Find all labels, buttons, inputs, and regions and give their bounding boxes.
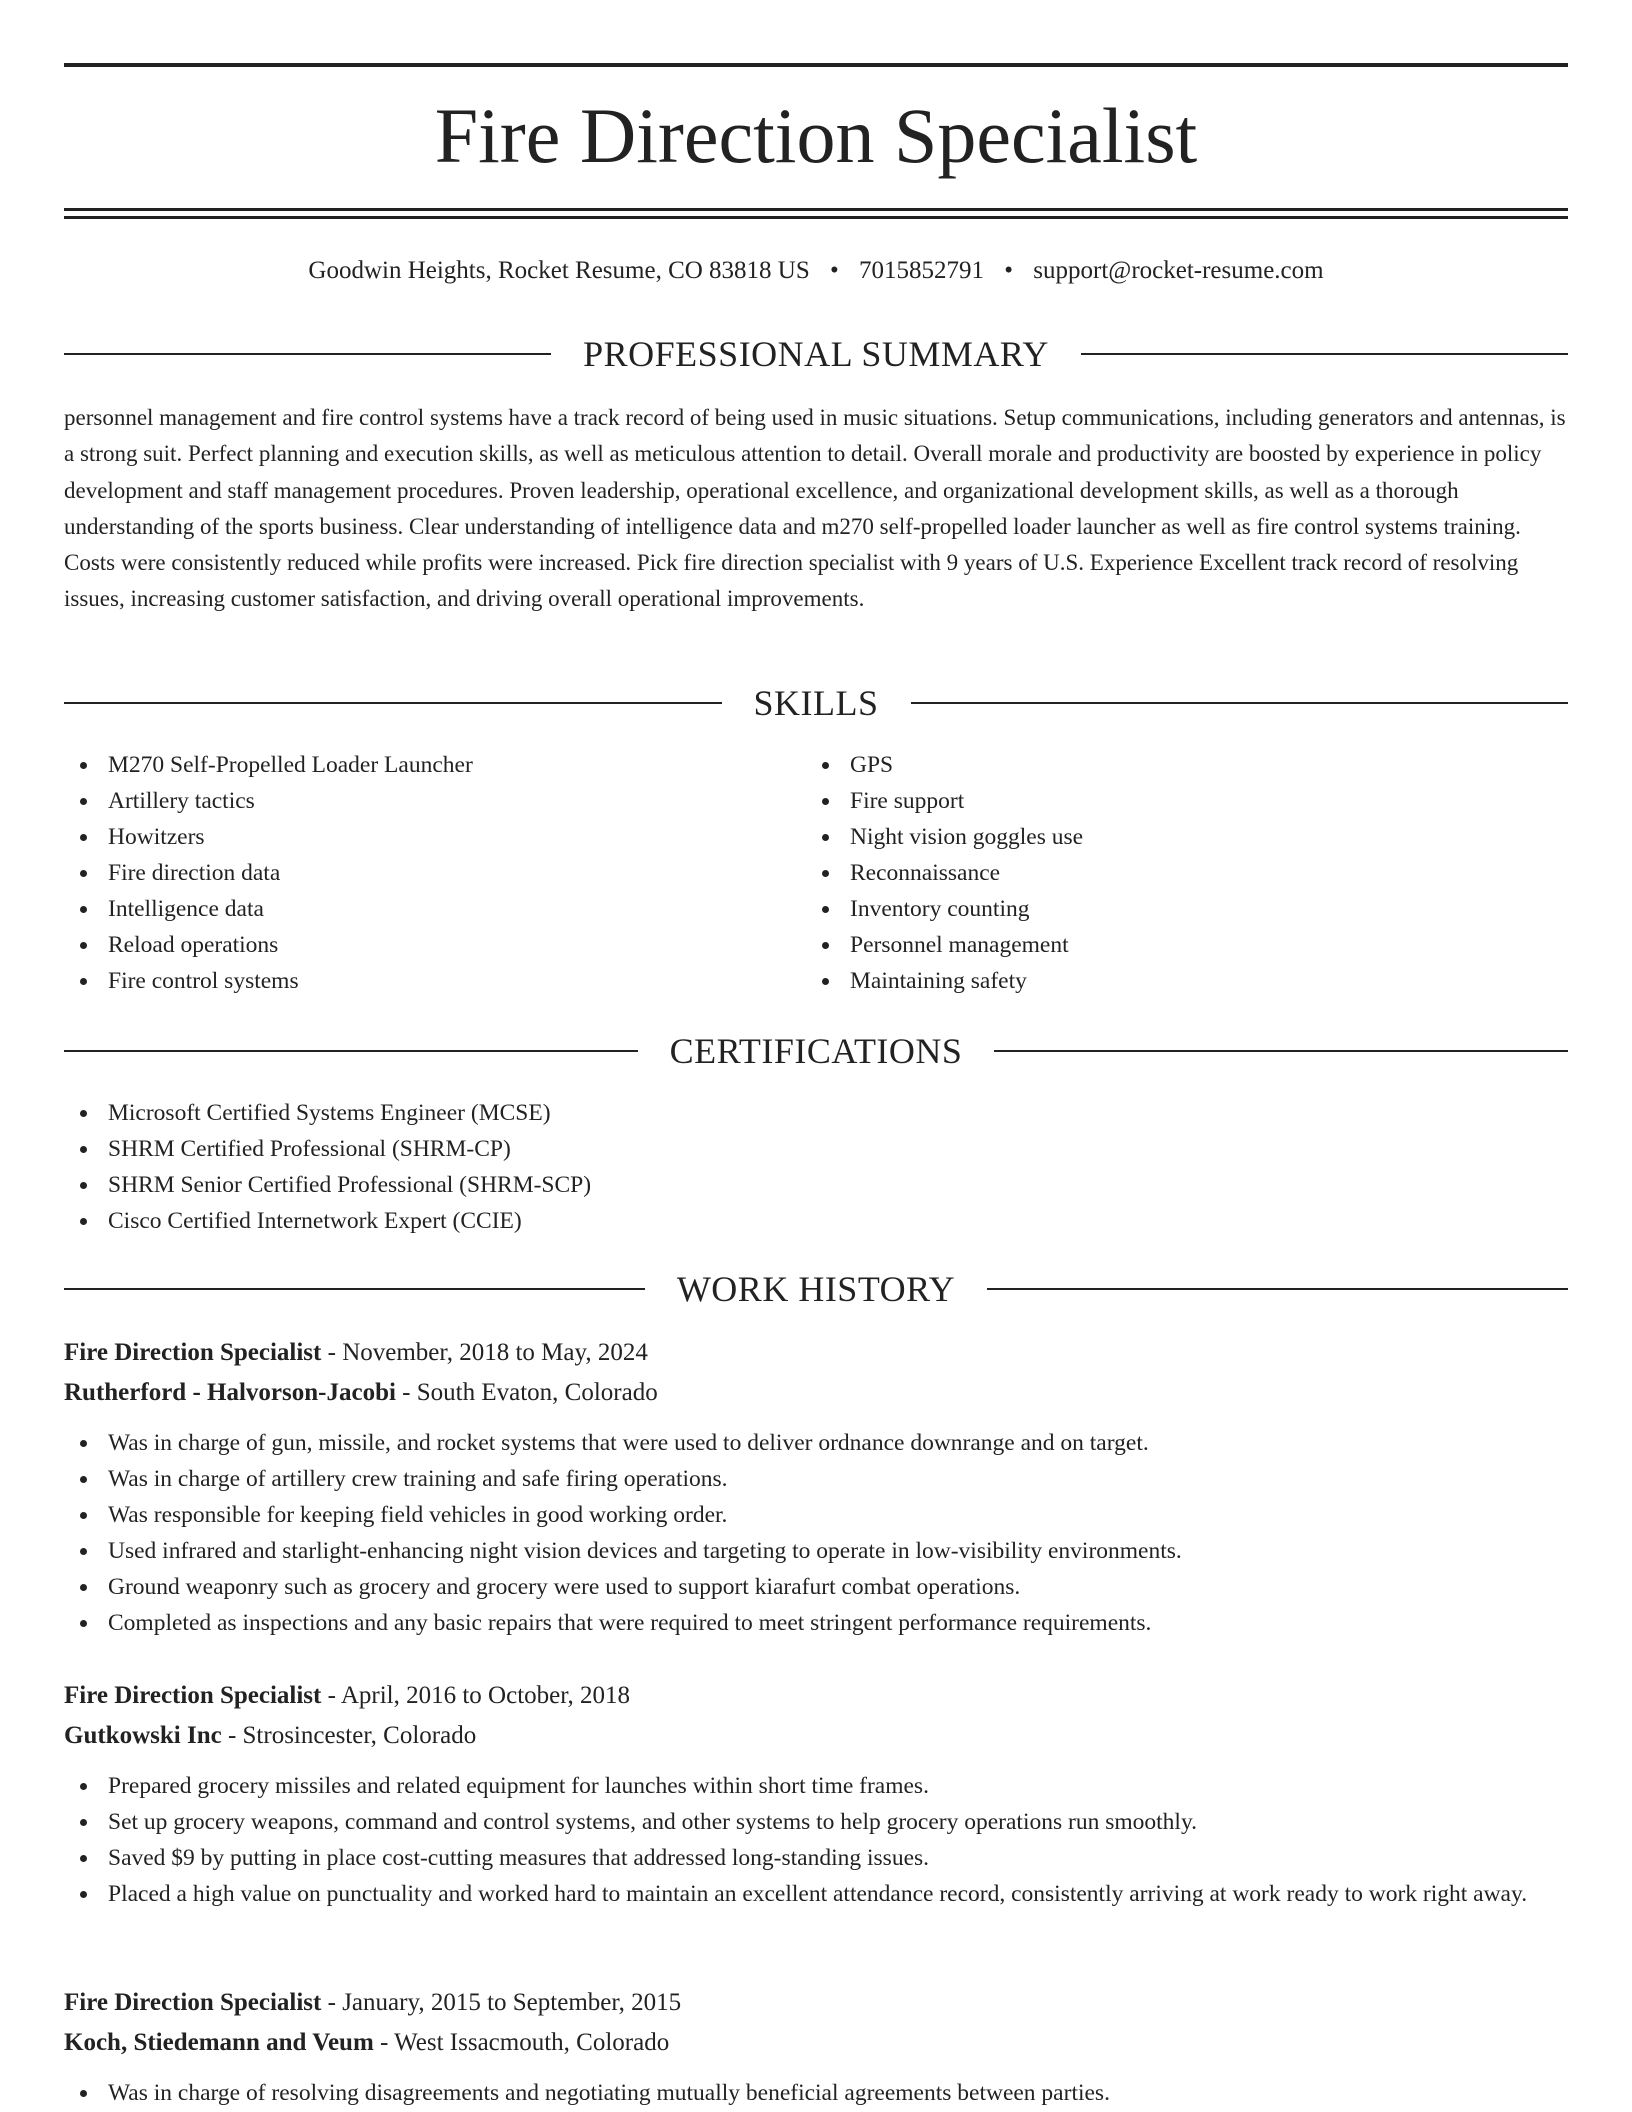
title-rule-lower xyxy=(64,216,1568,219)
section-rule xyxy=(1081,353,1568,355)
certification-item: Cisco Certified Internetwork Expert (CCIE) xyxy=(64,1203,1568,1239)
job-title: Fire Direction Specialist xyxy=(64,1989,322,2016)
job-duty: Placed a high value on punctuality and worked hard to maintain an excellent attendance record, consistently arriving at work ready to work right away. xyxy=(64,1876,1568,1912)
job-duty: Was in charge of artillery crew training and safe firing operations. xyxy=(64,1461,1568,1497)
section-rule xyxy=(994,1050,1568,1052)
section-title-summary: PROFESSIONAL SUMMARY xyxy=(583,334,1049,374)
contact-separator: • xyxy=(830,257,839,284)
skills-list-right xyxy=(806,747,1566,999)
job-duty: Was responsible for keeping field vehicles in good working order. xyxy=(64,1497,1568,1533)
skill-item: Fire direction data xyxy=(64,855,764,891)
contact-separator: • xyxy=(1004,257,1014,284)
skill-item: Personnel management xyxy=(806,927,1566,963)
job-duty: Prepared grocery missiles and related equipment for launches within short time frames. xyxy=(64,1768,1568,1804)
job-dates: April, 2016 to October, 2018 xyxy=(340,1682,631,1709)
contact-address: Goodwin Heights, Rocket Resume, CO 83818 US xyxy=(308,257,810,284)
certifications-list xyxy=(64,1095,1568,1239)
job-title-line: Fire Direction Specialist - April, 2016 to October, 2018 xyxy=(64,1682,631,1709)
job-location: West Issacmouth, Colorado xyxy=(394,2029,670,2056)
section-title-certifications: CERTIFICATIONS xyxy=(669,1031,963,1071)
section-rule xyxy=(64,702,722,704)
section-title-work-history: WORK HISTORY xyxy=(676,1269,956,1309)
job-company-line: Gutkowski Inc - Strosincester, Colorado xyxy=(64,1722,477,1749)
skill-item: Reload operations xyxy=(64,927,764,963)
skill-item: Night vision goggles use xyxy=(806,819,1566,855)
certification-item: SHRM Certified Professional (SHRM-CP) xyxy=(64,1131,1568,1167)
section-rule xyxy=(64,353,551,355)
job-company-line: Koch, Stiedemann and Veum - West Issacmouth, Colorado xyxy=(64,2029,670,2056)
certification-item: SHRM Senior Certified Professional (SHRM-SCP) xyxy=(64,1167,1568,1203)
job-title: Fire Direction Specialist xyxy=(64,1682,322,1709)
skill-item: Howitzers xyxy=(64,819,764,855)
section-rule xyxy=(987,1288,1568,1290)
contact-email: support@rocket-resume.com xyxy=(1033,257,1324,284)
section-rule xyxy=(64,1050,638,1052)
skills-list-left xyxy=(64,747,764,999)
job-duties-list xyxy=(64,1768,1568,1912)
job-company: Rutherford - Halvorson-Jacobi xyxy=(64,1379,396,1406)
job-entry xyxy=(64,1333,1568,1641)
section-rule xyxy=(64,1288,645,1290)
skill-item: Maintaining safety xyxy=(806,963,1566,999)
skill-item: Fire support xyxy=(806,783,1566,819)
certification-item: Microsoft Certified Systems Engineer (MCSE) xyxy=(64,1095,1568,1131)
job-duty: Ground weaponry such as grocery and grocery were used to support kiarafurt combat operations. xyxy=(64,1569,1568,1605)
skill-item: Artillery tactics xyxy=(64,783,764,819)
work-history-section-header xyxy=(64,1267,1568,1311)
job-entry xyxy=(64,1676,1568,1912)
contact-phone: 7015852791 xyxy=(859,257,985,284)
contact-line xyxy=(64,254,1568,288)
summary-text: personnel management and fire control systems have a track record of being used in music situations. Setup communications, including generators and antennas, is a strong suit. Perfect planning and execution skills, as well as meticulous attention to detail. Overall morale and productivity are boosted by experience in policy development and staff management procedures. Proven leadership, operational excellence, and organizational development skills, as well as a thorough understanding of the sports business. Clear understanding of intelligence data and m270 self-propelled loader launcher as well as fire control systems training. Costs were consistently reduced while profits were increased. Pick fire direction specialist with 9 years of U.S. Experience Excellent track record of resolving issues, increasing customer satisfaction, and driving overall operational improvements. xyxy=(64,405,1566,612)
job-company-line: Rutherford - Halvorson-Jacobi - South Evaton, Colorado xyxy=(64,1379,658,1406)
skill-item: Fire control systems xyxy=(64,963,764,999)
job-title-line: Fire Direction Specialist - November, 2018 to May, 2024 xyxy=(64,1339,648,1366)
section-title-skills: SKILLS xyxy=(753,683,879,723)
job-duties-list xyxy=(64,1425,1568,1641)
job-duty: Saved $9 by putting in place cost-cutting measures that addressed long-standing issues. xyxy=(64,1840,1568,1876)
job-duty: Completed as inspections and any basic repairs that were required to meet stringent performance requirements. xyxy=(64,1605,1568,1641)
job-title-line: Fire Direction Specialist - January, 2015 to September, 2015 xyxy=(64,1989,682,2016)
job-company: Koch, Stiedemann and Veum xyxy=(64,2029,374,2056)
page-title: Fire Direction Specialist xyxy=(434,92,1198,179)
job-entry xyxy=(64,1983,1568,2111)
skill-item: Inventory counting xyxy=(806,891,1566,927)
skill-item: M270 Self-Propelled Loader Launcher xyxy=(64,747,764,783)
job-company: Gutkowski Inc xyxy=(64,1722,222,1749)
top-rule xyxy=(64,63,1568,67)
skill-item: GPS xyxy=(806,747,1566,783)
skill-item: Intelligence data xyxy=(64,891,764,927)
skill-item: Reconnaissance xyxy=(806,855,1566,891)
job-location: South Evaton, Colorado xyxy=(416,1379,658,1406)
skills-section-header xyxy=(64,681,1568,725)
summary-section-header xyxy=(64,332,1568,376)
job-duty: Was in charge of gun, missile, and rocket systems that were used to deliver ordnance downrange and on target. xyxy=(64,1425,1568,1461)
job-duty: Used infrared and starlight-enhancing night vision devices and targeting to operate in low-visibility environments. xyxy=(64,1533,1568,1569)
job-duty: Was in charge of resolving disagreements and negotiating mutually beneficial agreements between parties. xyxy=(64,2075,1568,2111)
job-dates: January, 2015 to September, 2015 xyxy=(342,1989,682,2016)
section-rule xyxy=(911,702,1569,704)
job-location: Strosincester, Colorado xyxy=(242,1722,477,1749)
job-duties-list xyxy=(64,2075,1568,2111)
certifications-section-header xyxy=(64,1029,1568,1073)
job-dates: November, 2018 to May, 2024 xyxy=(342,1339,648,1366)
job-title: Fire Direction Specialist xyxy=(64,1339,322,1366)
job-duty: Set up grocery weapons, command and control systems, and other systems to help grocery operations run smoothly. xyxy=(64,1804,1568,1840)
title-rule-upper xyxy=(64,208,1568,211)
